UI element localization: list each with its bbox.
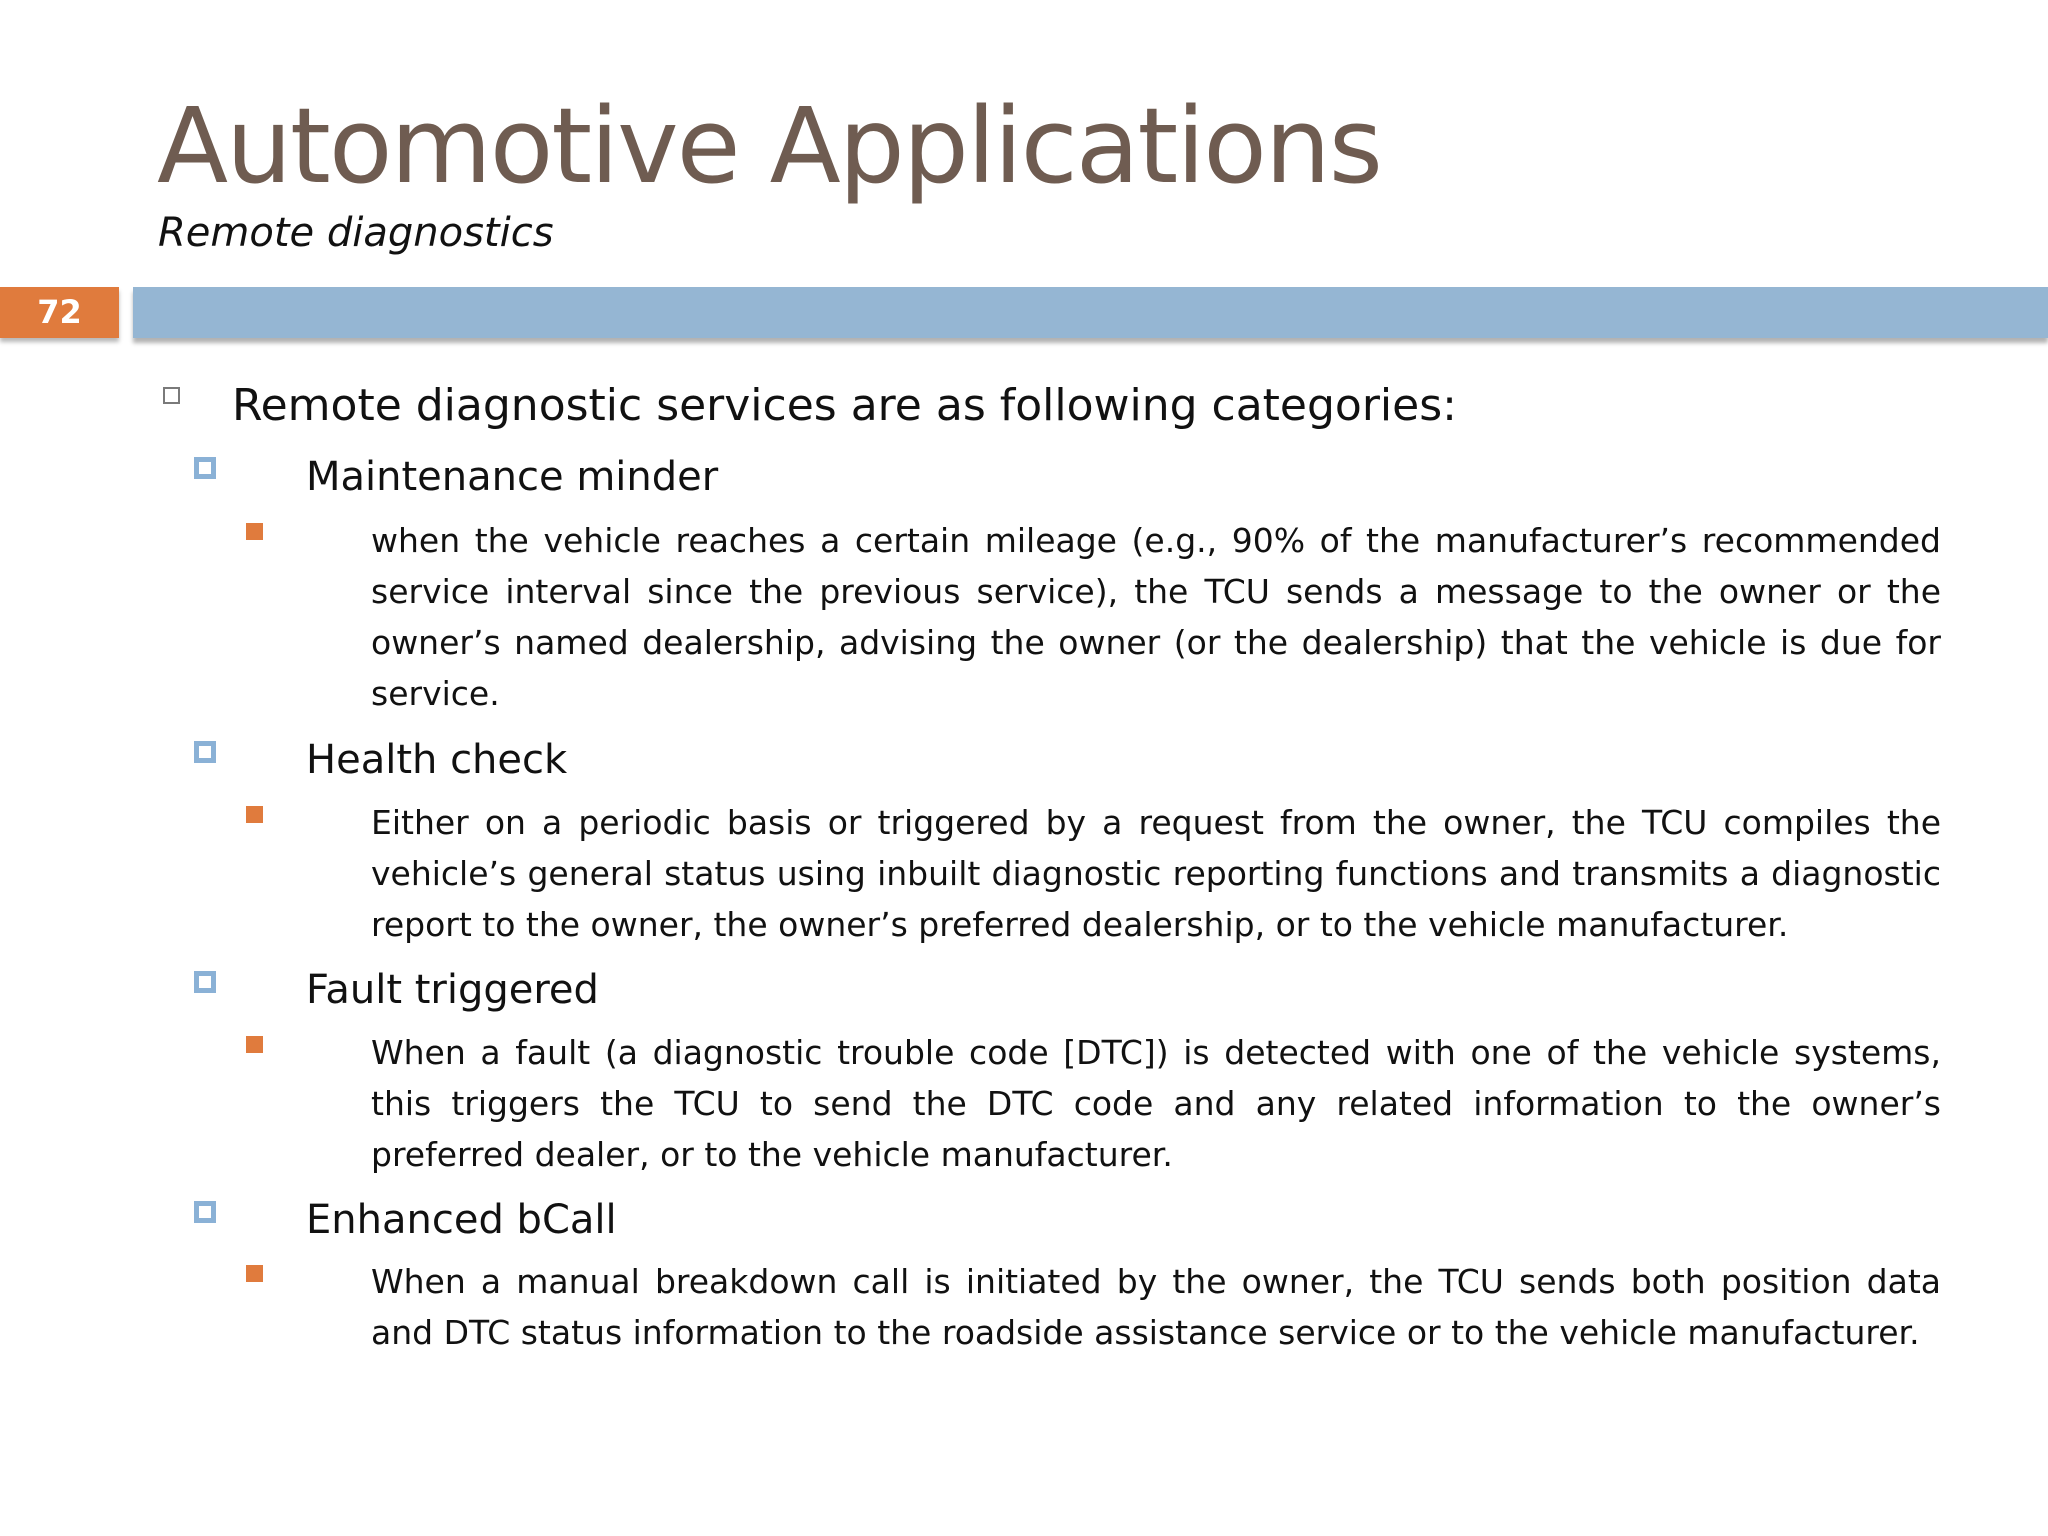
blue-square-bullet-icon [194, 457, 216, 479]
orange-square-bullet-icon [246, 806, 263, 823]
page-number-badge: 72 [0, 287, 119, 338]
orange-square-bullet-icon [246, 1036, 263, 1053]
intro-text: Remote diagnostic services are as following categories: [232, 380, 1457, 431]
category-heading-maintenance-minder: Maintenance minder [306, 454, 719, 500]
category-heading-enhanced-bcall: Enhanced bCall [306, 1197, 617, 1243]
blue-square-bullet-icon [194, 971, 216, 993]
blue-square-bullet-icon [194, 741, 216, 763]
slide-title: Automotive Applications [157, 85, 1381, 207]
category-detail-maintenance-minder: when the vehicle reaches a certain mileage (e.g., 90% of the manufacturer’s recommended service interval since the previous service), the TCU sends a message to the owner or the owner’s named dealership, advising the owner (or the dealership) that the vehicle is due for service. [371, 521, 1941, 713]
slide-subtitle: Remote diagnostics [158, 210, 554, 256]
orange-square-bullet-icon [246, 523, 263, 540]
category-detail-health-check: Either on a periodic basis or triggered by a request from the owner, the TCU compiles the vehicle’s general status using inbuilt diagnostic reporting functions and transmits a diagnostic report to the owner, the owner’s preferred dealership, or to the vehicle manufacturer. [371, 803, 1941, 944]
hollow-square-bullet-icon [163, 387, 180, 404]
orange-square-bullet-icon [246, 1265, 263, 1282]
blue-square-bullet-icon [194, 1201, 216, 1223]
category-detail-enhanced-bcall: When a manual breakdown call is initiated by the owner, the TCU sends both position data and DTC status information to the roadside assistance service or to the vehicle manufacturer. [371, 1262, 1941, 1352]
category-heading-health-check: Health check [306, 737, 568, 783]
category-detail-fault-triggered: When a fault (a diagnostic trouble code [DTC]) is detected with one of the vehicle systems, this triggers the TCU to send the DTC code and any related information to the owner’s preferred dealer, or to the vehicle manufacturer. [371, 1033, 1941, 1174]
category-heading-fault-triggered: Fault triggered [306, 967, 599, 1013]
